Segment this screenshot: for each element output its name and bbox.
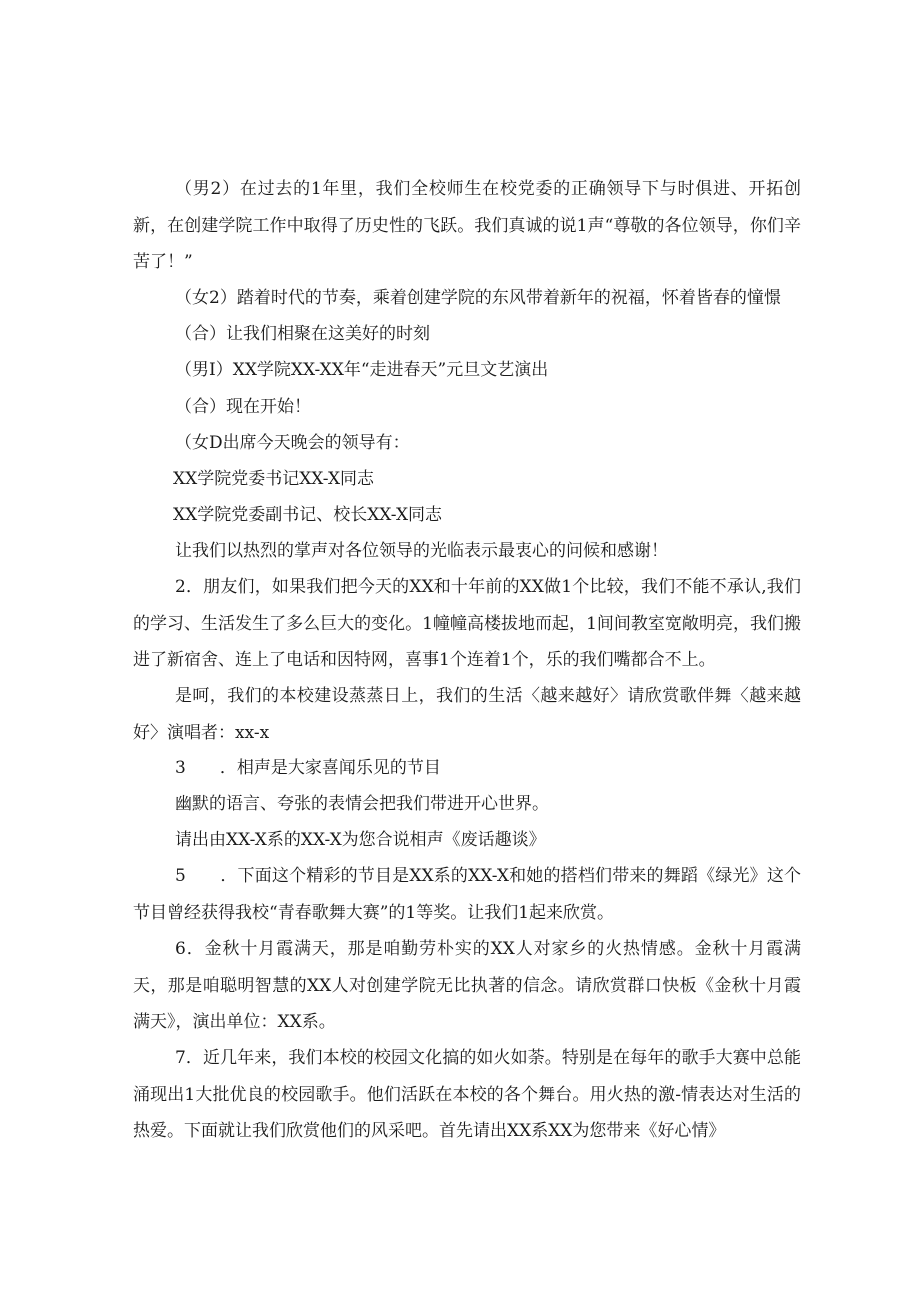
paragraph-item-6: 6．金秋十月霞满天，那是咱勤劳朴实的XX人对家乡的火热情感。金秋十月霞满天，那是咱聪明智慧的XX人对创建学院无比执著的信念。请欣赏群口快板《金秋十月霞满天》，演出单位：XX系。 <box>133 939 801 1032</box>
paragraph-item-3: 3 ．相声是大家喜闻乐见的节目 <box>175 758 441 778</box>
paragraph-song-dance: 是呵，我们的本校建设蒸蒸日上，我们的生活〈越来越好〉请欣赏歌伴舞〈越来越好〉演唱者：xx-x <box>133 686 801 743</box>
paragraph-male2-intro: （男2）在过去的1年里，我们全校师生在校党委的正确领导下与时俱进、开拓创新，在创建学院工作中取得了历史性的飞跃。我们真诚的说1声“尊敬的各位领导，你们辛苦了！” <box>133 179 801 272</box>
paragraph-humor: 幽默的语言、夸张的表情会把我们带进开心世界。 <box>175 794 549 814</box>
paragraph-female2-intro: （女2）踏着时代的节奏，乘着创建学院的东风带着新年的祝福，怀着皆春的憧憬 <box>175 288 781 308</box>
paragraph-crosstalk: 请出由XX-X系的XX-X为您合说相声《废话趣谈》 <box>175 830 546 850</box>
paragraph-male1-title: （男I）XX学院XX-XX年“走进春天”元旦文艺演出 <box>175 360 549 380</box>
paragraph-together-start: （合）现在开始！ <box>175 397 311 417</box>
paragraph-item-5: 5 ．下面这个精彩的节目是XX系的XX-X和她的搭档们带来的舞蹈《绿光》这个节目曾经获得我校“青春歌舞大赛”的1等奖。让我们1起来欣赏。 <box>133 866 801 923</box>
paragraph-item-7: 7．近几年来，我们本校的校园文化搞的如火如荼。特别是在每年的歌手大赛中总能涌现出1大批优良的校园歌手。他们活跃在本校的各个舞台。用火热的激-情表达对生活的热爱。下面就让我们欣赏他们的风采吧。首先请出XX系XX为您带来《好心情》 <box>133 1048 801 1141</box>
paragraph-item-2: 2．朋友们，如果我们把今天的XX和十年前的XX做1个比较，我们不能不承认,我们的学习、生活发生了多么巨大的变化。1幢幢高楼拔地而起，1间间教室宽敞明亮，我们搬进了新宿舍、连上了电话和因特网，喜事1个连着1个，乐的我们嘴都合不上。 <box>133 577 801 670</box>
paragraph-together-gather: （合）让我们相聚在这美好的时刻 <box>175 324 430 344</box>
leader-party-secretary: XX学院党委书记XX-X同志 <box>173 469 375 489</box>
leader-president: XX学院党委副书记、校长XX-X同志 <box>173 505 443 525</box>
paragraph-female-leaders: （女D出席今天晚会的领导有： <box>175 433 410 453</box>
paragraph-applause: 让我们以热烈的掌声对各位领导的光临表示最衷心的问候和感谢！ <box>175 541 668 561</box>
